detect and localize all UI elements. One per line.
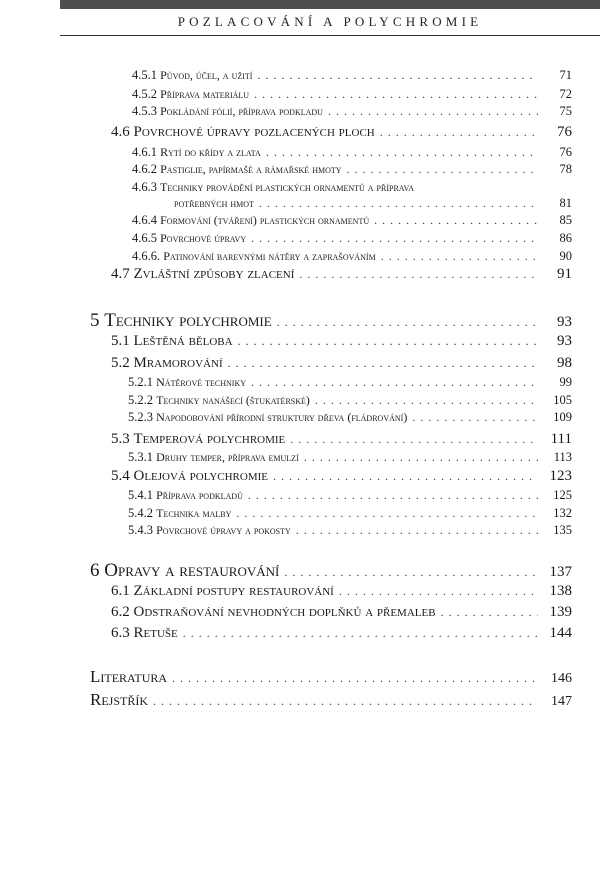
toc-entry-page: 139	[549, 604, 572, 620]
toc-entry-page: 125	[553, 488, 572, 502]
toc-entry-title: Nátěrové techniky	[156, 375, 247, 389]
toc-entry-title: Techniky provádění plastických ornamentů a příprava	[160, 180, 415, 194]
toc-entry-page: 99	[559, 375, 572, 389]
leader-dots	[299, 267, 538, 282]
leader-dots	[248, 488, 538, 503]
toc-entry-page: 75	[559, 104, 572, 118]
toc-entry-page: 146	[551, 671, 572, 686]
toc-entry-page: 85	[559, 213, 572, 227]
leader-dots	[339, 584, 538, 599]
leader-dots	[284, 565, 538, 580]
toc-entry-title: Původ, účel, a užití	[160, 68, 253, 82]
leader-dots	[315, 393, 538, 408]
toc-entry-page: 91	[557, 266, 572, 282]
toc-entry-4-6-6[interactable]: 4.6.6. Patinování barevnými nátěry a zaprašováním . . . 90	[132, 249, 572, 264]
leader-dots	[251, 231, 538, 246]
leader-dots	[236, 506, 538, 521]
toc-entry-page: 98	[557, 355, 572, 371]
toc-entry-page: 123	[549, 468, 572, 484]
leader-dots	[380, 125, 538, 140]
toc-entry-title: Techniky polychromie	[104, 310, 272, 331]
toc-entry-4-6-5[interactable]: 4.6.5 Povrchové úpravy . . . 86	[132, 231, 572, 246]
toc-chapter-6[interactable]: 6 Opravy a restaurování . . . 137	[90, 560, 572, 582]
toc-entry-title: Povrchové úpravy pozlacených ploch	[133, 124, 375, 140]
toc-entry-title: Příprava podkladů	[156, 488, 243, 502]
toc-entry-page: 111	[550, 431, 572, 447]
running-header-title: POZLACOVÁNÍ A POLYCHROMIE	[177, 14, 483, 29]
toc-entry-title: Retuše	[133, 625, 178, 641]
toc-entry-5-2-3[interactable]: 5.2.3 Napodobování přírodní struktury dřeva (fládrování) . . . 109	[128, 410, 572, 425]
toc-entry-4-6-4[interactable]: 4.6.4 Formování (tváření) plastických ornamentů . . . 85	[132, 213, 572, 228]
toc-entry-title: Olejová polychromie	[133, 468, 268, 484]
toc-entry-title: Základní postupy restaurování	[133, 583, 334, 599]
toc-entry-5-4[interactable]: 5.4 Olejová polychromie . . . 123	[111, 468, 572, 485]
toc-entry-title: Rytí do křídy a zlata	[160, 145, 261, 159]
leader-dots	[347, 162, 538, 177]
leader-dots	[412, 410, 538, 425]
toc-entry-5-3-1[interactable]: 5.3.1 Druhy temper, příprava emulzí . . . 113	[128, 450, 572, 465]
leader-dots	[374, 213, 538, 228]
toc-entry-4-5-3[interactable]: 4.5.3 Pokládání fólií, příprava podkladu . . . 75	[132, 104, 572, 119]
leader-dots	[254, 87, 538, 102]
leader-dots	[238, 334, 538, 349]
toc-entry-5-2-2[interactable]: 5.2.2 Techniky nanášecí (štukatérské) . . . 105	[128, 393, 572, 408]
leader-dots	[153, 694, 538, 709]
leader-dots	[172, 671, 538, 686]
toc-entry-page: 132	[553, 506, 572, 520]
toc-entry-4-5-1[interactable]: 4.5.1 Původ, účel, a užití . . . 71	[132, 68, 572, 83]
toc-entry-title: Patinování barevnými nátěry a zaprašováním	[163, 249, 376, 263]
toc-entry-5-4-3[interactable]: 5.4.3 Povrchové úpravy a pokosty . . . 135	[128, 523, 572, 538]
toc-chapter-5[interactable]: 5 Techniky polychromie . . . 93	[90, 310, 572, 332]
toc-entry-rejstrik[interactable]	[90, 690, 572, 710]
leader-dots	[441, 605, 538, 620]
toc-entry-title: Technika malby	[156, 506, 232, 520]
toc-entry-5-4-2[interactable]: 5.4.2 Technika malby . . . 132	[128, 506, 572, 521]
leader-dots	[183, 626, 538, 641]
leader-dots	[251, 375, 538, 390]
toc-entry-title: Druhy temper, příprava emulzí	[156, 450, 299, 464]
toc-entry-title: Temperová polychromie	[133, 431, 286, 447]
toc-entry-6-3[interactable]: 6.3 Retuše . . . 144	[111, 625, 572, 642]
toc-entry-title-continuation: potřebných hmot	[174, 196, 254, 210]
toc-entry-title: Příprava materiálu	[160, 87, 250, 101]
toc-entry-page: 138	[549, 583, 572, 599]
toc-entry-page: 93	[557, 333, 572, 349]
toc-entry-title: Literatura	[90, 667, 168, 686]
toc-entry-page: 147	[551, 694, 572, 709]
leader-dots	[381, 249, 538, 264]
toc-entry-title: Techniky nanášecí (štukatérské)	[156, 393, 310, 407]
toc-entry-title: Leštěná běloba	[133, 333, 233, 349]
toc-entry-title: Mramorování	[133, 355, 223, 371]
toc-entry-page: 90	[559, 249, 572, 263]
toc-entry-page: 135	[553, 523, 572, 537]
toc-entry-4-6-1[interactable]: 4.6.1 Rytí do křídy a zlata . . . 76	[132, 145, 572, 160]
leader-dots	[257, 68, 538, 83]
toc-entry-title: Rejstřík	[90, 690, 149, 709]
leader-dots	[304, 450, 538, 465]
toc-entry-page: 81	[559, 196, 572, 210]
toc-entry-page: 144	[549, 625, 572, 641]
toc-entry-4-6[interactable]: 4.6 Povrchové úpravy pozlacených ploch . . . 76	[111, 124, 572, 141]
toc-entry-title: Opravy a restaurování	[104, 560, 280, 581]
toc-entry-title: Napodobování přírodní struktury dřeva (fládrování)	[156, 410, 408, 424]
toc-entry-title: Povrchové úpravy	[160, 231, 247, 245]
toc-entry-page: 72	[559, 87, 572, 101]
toc-entry-title: Povrchové úpravy a pokosty	[156, 523, 291, 537]
leader-dots	[290, 432, 538, 447]
toc-entry-page: 71	[559, 68, 572, 82]
toc-entry-literatura[interactable]	[90, 667, 572, 687]
toc-entry-page: 76	[557, 124, 572, 140]
toc-entry-title: Formování (tváření) plastických ornamentů	[160, 213, 370, 227]
toc-entry-5-1[interactable]: 5.1 Leštěná běloba . . . 93	[111, 333, 572, 350]
toc-entry-page: 113	[553, 450, 572, 464]
toc-entry-4-5-2[interactable]: 4.5.2 Příprava materiálu . . . 72	[132, 87, 572, 102]
leader-dots	[228, 356, 538, 371]
toc-entry-page: 105	[553, 393, 572, 407]
toc-entry-page: 109	[553, 410, 572, 424]
leader-dots	[328, 104, 538, 119]
toc-entry-page: 137	[549, 564, 572, 580]
leader-dots	[259, 196, 538, 211]
toc-entry-page: 78	[559, 162, 572, 176]
toc-entry-page: 93	[557, 314, 572, 330]
toc-entry-4-7[interactable]: 4.7 Zvláštní způsoby zlacení . . . 91	[111, 266, 572, 283]
toc-entry-4-6-2[interactable]: 4.6.2 Pastiglie, papírmašé a rámařské hmoty . . . 78	[132, 162, 572, 177]
toc-entry-4-6-3-continuation[interactable]	[174, 196, 572, 211]
toc-entry-title: Pokládání fólií, příprava podkladu	[160, 104, 323, 118]
toc-entry-title: Odstraňování nevhodných doplňků a přemaleb	[133, 604, 436, 620]
toc-entry-5-3[interactable]: 5.3 Temperová polychromie . . . 111	[111, 431, 572, 448]
toc-entry-5-4-1[interactable]: 5.4.1 Příprava podkladů . . . 125	[128, 488, 572, 503]
toc-entry-6-1[interactable]: 6.1 Základní postupy restaurování . . . 138	[111, 583, 572, 600]
toc-entry-page: 76	[559, 145, 572, 159]
leader-dots	[296, 523, 538, 538]
toc-entry-5-2[interactable]: 5.2 Mramorování . . . 98	[111, 355, 572, 372]
toc-entry-title: Pastiglie, papírmašé a rámařské hmoty	[160, 162, 342, 176]
toc-entry-6-2[interactable]: 6.2 Odstraňování nevhodných doplňků a přemaleb . . . 139	[111, 604, 572, 621]
leader-dots	[277, 315, 538, 330]
toc-entry-title: Zvláštní způsoby zlacení	[133, 266, 295, 282]
toc-entry-4-6-3[interactable]: 4.6.3 Techniky provádění plastických ornamentů a příprava	[132, 180, 415, 194]
toc-entry-page: 86	[559, 231, 572, 245]
toc-entry-5-2-1[interactable]: 5.2.1 Nátěrové techniky . . . 99	[128, 375, 572, 390]
leader-dots	[273, 469, 538, 484]
leader-dots	[266, 145, 538, 160]
